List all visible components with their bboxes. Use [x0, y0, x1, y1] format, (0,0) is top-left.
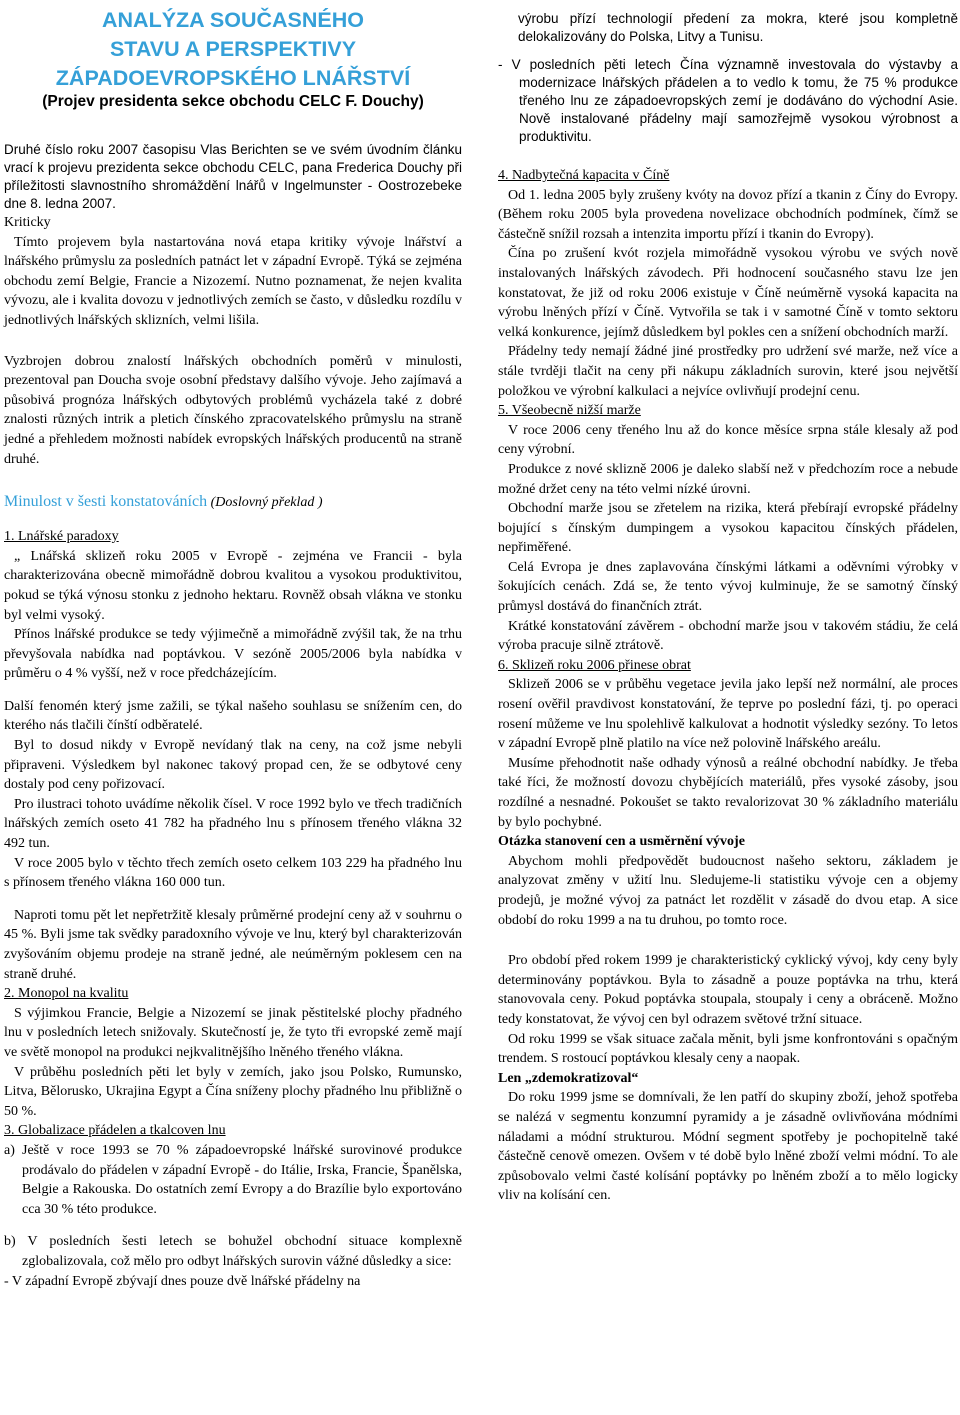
- heading-2: 2. Monopol na kvalitu: [4, 986, 129, 1002]
- heading-1: 1. Lnářské paradoxy: [4, 529, 119, 545]
- left-column: [4, 0, 462, 1291]
- s2-paragraph-2: V průběhu posledních pěti let byly v zemích, jako jsou Polsko, Rumunsko, Litva, Bělorusko, Ukrajina Egypt a Čína sníženy plochy přadného lnu přibližně o 50 %.: [4, 1064, 462, 1119]
- s1-paragraph-7: Naproti tomu pět let nepřetržitě klesaly průměrné prodejní ceny až v souhrnu o 45 %. Byli jsme tak svědky paradoxního vývoje ve lnu, který byl charakterizován zvyšováním objemu prodeje na straně jedné, ale neúměrným poklesem cen na straně druhé.: [4, 907, 462, 982]
- section-note: (Doslovný překlad ): [210, 495, 323, 511]
- article-title: [4, 0, 462, 113]
- title-line-3: ZÁPADOEVROPSKÉHO LNÁŘSTVÍ: [55, 66, 411, 90]
- s8-paragraph-1: Do roku 1999 jsme se domnívali, že len patří do skupiny zboží, jehož spotřeba se nalézá v segmentu konzumní pyramidy a je zásadně ovlivňována módními náladami a módní strukturou. Módní segment spotřeby je pochopitelně také částečně cenově omezen. Ovšem v té době bylo lněné zboží velmi módní. To ale způsobovalo velmi časté kolísání poptávky po lněném zboží a to mělo logicky vliv na kolísání cen.: [498, 1090, 958, 1204]
- s1-paragraph-5: Pro ilustraci tohoto uvádíme několik čísel. V roce 1992 bylo ve třech tradičních lnářských zemích oseto 41 782 ha přadného lnu s přínosem třeného vlákna 32 492 tun.: [4, 796, 462, 852]
- continuation-paragraph: výrobu přízí technologií předení za mokra, které jsou kompletně delokalizovány do Polska, Litvy a Tunisu.: [518, 11, 958, 44]
- s7-paragraph-1: Abychom mohli předpovědět budoucnost našeho sektoru, základem je analyzovat změny v užití lnu. Sledujeme-li statistiku vývoje cen a objemy prodejů, je možné vývoj za patnáct let rozdělit v zásadě do dvou etap. A sice období do roku 1999 a na tu druhou, po tomto roce.: [498, 853, 958, 928]
- s5-paragraph-3: Obchodní marže jsou se zřetelem na rizika, která přebírají evropské přádelny bojující s čínským dumpingem a vysokou kapacitou čínských přádelen, nepřiměřené.: [498, 501, 958, 556]
- intro-paragraph-2: Tímto projevem byla nastartována nová etapa kritiky vývoje lnářství a lnářského průmyslu za posledních patnáct let v západní Evropě. Týká se zejména obchodu zemí Belgie, Francie a Nizozemí. Nutno poznamenat, že nejen kvalita vývozu, ale i kvalita dovozu v jednotlivých zemích se často, v důsledku rozdílu v jednotlivých lnářských sklizních, velmi lišila.: [4, 234, 462, 328]
- heading-8: Len „zdemokratizoval“: [498, 1070, 639, 1086]
- heading-3: 3. Globalizace přádelen a tkalcoven lnu: [4, 1123, 226, 1139]
- section-title: Minulost v šesti konstatováních: [4, 493, 208, 511]
- s1-paragraph-2: Přínos lnářské produkce se tedy výjimečně a mimořádně zvýšil tak, že na trhu převyšovala nabídka nad poptávkou. V sezóně 2005/2006 byla nabídka v průměru o 4 % vyšší, než v roce předcházejícím.: [4, 627, 462, 682]
- intro-paragraph: Druhé číslo roku 2007 časopisu Vlas Berichten se ve svém úvodním článku vrací k projevu prezidenta sekce obchodu CELC, pana Frederica Douchy při příležitosti slavnostního shromáždění lnářů v Ingelmunster - Oostrozebeke dne 8. ledna 2007.: [4, 142, 462, 211]
- s7-paragraph-2: Pro období před rokem 1999 je charakteristický cyklický vývoj, kdy ceny byly determinovány poptávkou. Byla to zásadně a pouze poptávka na trhu, která stanovovala ceny. Pokud poptávka stoupala, stoupaly i ceny a obráceně. Možno tedy konstatovat, že vývoj cen byl odrazem světové tržní situace.: [498, 953, 958, 1027]
- s1-paragraph-1: „ Lnářská sklizeň roku 2005 v Evropě - zejména ve Francii - byla charakterizována obecně mimořádně dobrou kvalitou a vysokou produktivitou, pokud se týká výnosu stonku z jednoho hektaru. Rovněž obsah vlákna ve stonku byl velmi vysoký.: [4, 548, 462, 623]
- heading-6: 6. Sklizeň roku 2006 přinese obrat: [498, 657, 691, 673]
- title-subtitle: (Projev presidenta sekce obchodu CELC F. Douchy): [42, 93, 424, 110]
- paragraph-vyzbrojen: Vyzbrojen dobrou znalostí lnářských obchodních poměrů v minulosti, prezentoval pan Doucha svoje osobní představy dalšího vývoje. Jeho zajímavá a působivá prognóza lnářských odbytových problémů vycházela také z dobré znalosti různých intrik a pletich čínského zpracovatelského průmyslu na straně jedné a přehledem možnosti nabídek evropských lnářských producentů na straně druhé.: [4, 353, 462, 467]
- s3-item-b: b) V posledních šesti letech se bohužel obchodní situace komplexně zglobalizovala, což mělo pro odbyt lnářských surovin vážné důsledky a sice:: [4, 1234, 462, 1269]
- s5-paragraph-4: Celá Evropa je dnes zaplavována čínskými látkami a oděvními výrobky v šokujících cenách. Zdá se, že tento vývoj kulminuje, že se samotný čínský průmysl dostává do finančních ztrát.: [498, 559, 958, 615]
- intro-label: Kriticky: [4, 215, 51, 230]
- s6-paragraph-1: Sklizeň 2006 se v průběhu vegetace jevila jako lepší než normální, ale proces rosení ověřil pravdivost konstatování, že teprve po poslední fázi, tj. po operaci rosení můžeme ve lnu spolehlivě kalkulovat a hodnotit výsledky sezóny. To letos v západní Evropě plně platilo na více než polovině lnářského areálu.: [498, 677, 958, 752]
- s4-paragraph-2: Čína po zrušení kvót rozjela mimořádně vysokou výrobu ve svých nově instalovaných lnářských závodech. Při hodnocení současného stavu lze jen konstatovat, že již od roku 2006 existuje v Číně neúměrně vysoká kapacita na výrobu lněných přízí v Číně. Vytvořila se tak i v samotné Číně v tomto sektoru velká konkurence, jejímž důsledkem byl pokles cen a snížení obchodních marží.: [498, 246, 958, 340]
- s1-paragraph-6: V roce 2005 bylo v těchto třech zemích oseto celkem 103 229 ha přadného lnu s přínosem třeného vlákna 160 000 tun.: [4, 855, 462, 891]
- heading-7: Otázka stanovení cen a usměrnění vývoje: [498, 834, 745, 850]
- dash-2: - V posledních pěti letech Čína významně investovala do výstavby a modernizace lnářských přádelen a to vedlo k tomu, že 75 % produkce třeného lnu ze západoevropských zemí je dodáváno do východní Asie. Nově instalované přádelny mají samozřejmě vysokou výrobnost a produktivitu.: [498, 57, 958, 144]
- section-heading: [4, 491, 462, 514]
- s4-paragraph-1: Od 1. ledna 2005 byly zrušeny kvóty na dovoz přízí a tkanin z Číny do Evropy. (Během roku 2005 byla provedena novelizace obchodních podmínek, čímž se částečně snížil rozsah a intenzita importu přízí i tkanin do Evropy).: [498, 187, 958, 242]
- s7-paragraph-3: Od roku 1999 se však situace začala měnit, byli jsme konfrontováni s opačným trendem. S rostoucí poptávkou klesaly ceny a naopak.: [498, 1031, 958, 1067]
- s2-paragraph-1: S výjimkou Francie, Belgie a Nizozemí se jinak pěstitelské plochy přadného lnu v posledních letech snižovaly. Skutečností je, že tyto tři evropské země mají ve světě monopol na produkci nejkvalitnějšího lněného třeného vlákna.: [4, 1005, 462, 1060]
- s3-dash-1: - V západní Evropě zbývají dnes pouze dvě lnářské přádelny na: [4, 1273, 361, 1289]
- title-line-1: ANALÝZA SOUČASNÉHO: [102, 8, 364, 32]
- right-column: [498, 0, 958, 1206]
- s1-paragraph-3: Další fenomén který jsme zažili, se týkal našeho souhlasu se snížením cen, do kterého nás tlačili čínští odběratelé.: [4, 698, 462, 734]
- s3-item-a: a) Ještě v roce 1993 se 70 % západoevropské lnářské surovinové produkce prodávalo do přádelen v západní Evropě - do Itálie, Irska, Francie, Španělska, Belgie a Rakouska. Do ostatních zemí Evropy a do Brazílie bylo exportováno cca 30 % této produkce.: [4, 1142, 462, 1217]
- s5-paragraph-1: V roce 2006 ceny třeného lnu až do konce měsíce srpna stále klesaly až pod ceny výrobní.: [498, 422, 958, 458]
- title-line-2: STAVU A PERSPEKTIVY: [109, 37, 357, 61]
- heading-5: 5. Všeobecně nižší marže: [498, 403, 641, 419]
- s6-paragraph-2: Musíme přehodnotit naše odhady výnosů a reálné obchodní nabídky. Je třeba také říci, že možností dovozu chybějících materiálů, přes vysoké zásoby, jsou rozdílné a nesnadné. Pokoušet se takto revalorizovat 30 % základního materiálu by bylo pochybné.: [498, 755, 958, 830]
- s4-paragraph-3: Přádelny tedy nemají žádné jiné prostředky pro udržení své marže, než více a stále tvrději tlačit na ceny při nákupu základních surovin, které jsou největší položkou ve výrobní kalkulaci a nejvíce ovlivňují prodejní cenu.: [498, 344, 958, 399]
- heading-4: 4. Nadbytečná kapacita v Číně: [498, 168, 670, 183]
- s1-paragraph-4: Byl to dosud nikdy v Evropě nevídaný tlak na ceny, na což jsme nebyli připraveni. Výsledkem byl nakonec takový propad cen, že se odbytové ceny dostaly pod ceny pořizovací.: [4, 738, 462, 793]
- s5-paragraph-2: Produkce z nové sklizně 2006 je daleko slabší než v předchozím roce a nebude možné držet ceny na této velmi nízké úrovni.: [498, 461, 958, 497]
- s5-paragraph-5: Krátké konstatování závěrem - obchodní marže jsou v takovém stádiu, že celá výroba pracuje silně ztrátově.: [498, 618, 958, 654]
